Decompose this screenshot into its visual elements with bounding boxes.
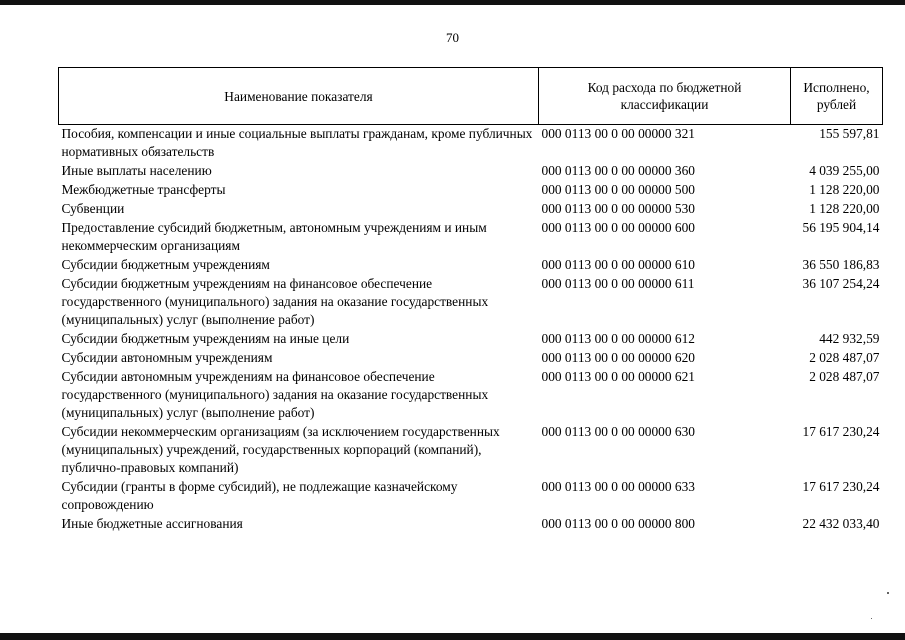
expense-code: 000 0113 00 0 00 00000 600	[541, 220, 695, 235]
expense-code: 000 0113 00 0 00 00000 620	[541, 350, 695, 365]
table-row	[59, 478, 883, 515]
header-indicator-name: Наименование показателя	[59, 68, 539, 125]
table-row	[59, 330, 883, 349]
executed-amount: 22 432 033,40	[802, 516, 880, 531]
header-executed-amount: Исполнено, рублей	[791, 68, 883, 125]
table-row	[59, 423, 883, 478]
executed-amount: 2 028 487,07	[809, 369, 880, 384]
table-row	[59, 515, 883, 534]
expense-code: 000 0113 00 0 00 00000 630	[541, 424, 695, 439]
table-row	[59, 256, 883, 275]
indicator-name: Субсидии бюджетным учреждениям	[61, 257, 270, 272]
indicator-name: Пособия, компенсации и иные социальные выплаты гражданам, кроме публичных нормативных обязательств	[61, 126, 533, 159]
indicator-name: Иные выплаты населению	[61, 163, 212, 178]
table-row	[59, 125, 883, 163]
indicator-name: Межбюджетные трансферты	[61, 182, 226, 197]
indicator-name: Субсидии (гранты в форме субсидий), не подлежащие казначейскому сопровождению	[61, 479, 458, 512]
expense-code: 000 0113 00 0 00 00000 800	[541, 516, 695, 531]
indicator-name: Предоставление субсидий бюджетным, автономным учреждениям и иным некоммерческим организациям	[61, 220, 487, 253]
executed-amount: 56 195 904,14	[802, 220, 880, 235]
table-row	[59, 200, 883, 219]
executed-amount: 1 128 220,00	[809, 201, 880, 216]
table-row	[59, 368, 883, 423]
expense-code: 000 0113 00 0 00 00000 611	[541, 276, 695, 291]
page-number: 70	[446, 30, 459, 45]
expense-code: 000 0113 00 0 00 00000 621	[541, 369, 695, 384]
expense-code: 000 0113 00 0 00 00000 530	[541, 201, 695, 216]
executed-amount: 2 028 487,07	[809, 350, 880, 365]
executed-amount: 36 107 254,24	[802, 276, 880, 291]
expense-code: 000 0113 00 0 00 00000 633	[541, 479, 695, 494]
expense-code: 000 0113 00 0 00 00000 610	[541, 257, 695, 272]
table-row	[59, 219, 883, 256]
scan-border-top	[0, 0, 905, 5]
expense-code: 000 0113 00 0 00 00000 321	[541, 126, 695, 141]
executed-amount: 1 128 220,00	[809, 182, 880, 197]
indicator-name: Субсидии некоммерческим организациям (за исключением государственных (муниципальных) учреждений, государственных корпораций (компаний), публично-правовых компаний)	[61, 424, 500, 475]
scan-speck	[887, 592, 889, 594]
table-row	[59, 275, 883, 330]
header-expense-code: Код расхода по бюджетной классификации	[539, 68, 791, 125]
expense-code: 000 0113 00 0 00 00000 500	[541, 182, 695, 197]
table-row	[59, 162, 883, 181]
table-header-row	[59, 68, 883, 125]
indicator-name: Субсидии бюджетным учреждениям на финансовое обеспечение государственного (муниципального) задания на оказание государственных (муниципальных) услуг (выполнение работ)	[61, 276, 489, 327]
expense-code: 000 0113 00 0 00 00000 360	[541, 163, 695, 178]
indicator-name: Субсидии бюджетным учреждениям на иные цели	[61, 331, 350, 346]
indicator-name: Субсидии автономным учреждениям на финансовое обеспечение государственного (муниципального) задания на оказание государственных (муниципальных) услуг (выполнение работ)	[61, 369, 489, 420]
executed-amount: 4 039 255,00	[809, 163, 880, 178]
expense-code: 000 0113 00 0 00 00000 612	[541, 331, 695, 346]
executed-amount: 442 932,59	[819, 331, 880, 346]
executed-amount: 17 617 230,24	[802, 424, 880, 439]
executed-amount: 17 617 230,24	[802, 479, 880, 494]
executed-amount: 155 597,81	[819, 126, 880, 141]
indicator-name: Субвенции	[61, 201, 125, 216]
indicator-name: Субсидии автономным учреждениям	[61, 350, 273, 365]
budget-execution-table	[58, 67, 883, 534]
table-row	[59, 349, 883, 368]
indicator-name: Иные бюджетные ассигнования	[61, 516, 243, 531]
executed-amount: 36 550 186,83	[802, 257, 880, 272]
scan-border-bottom	[0, 633, 905, 640]
scan-speck	[871, 618, 872, 619]
table-row	[59, 181, 883, 200]
